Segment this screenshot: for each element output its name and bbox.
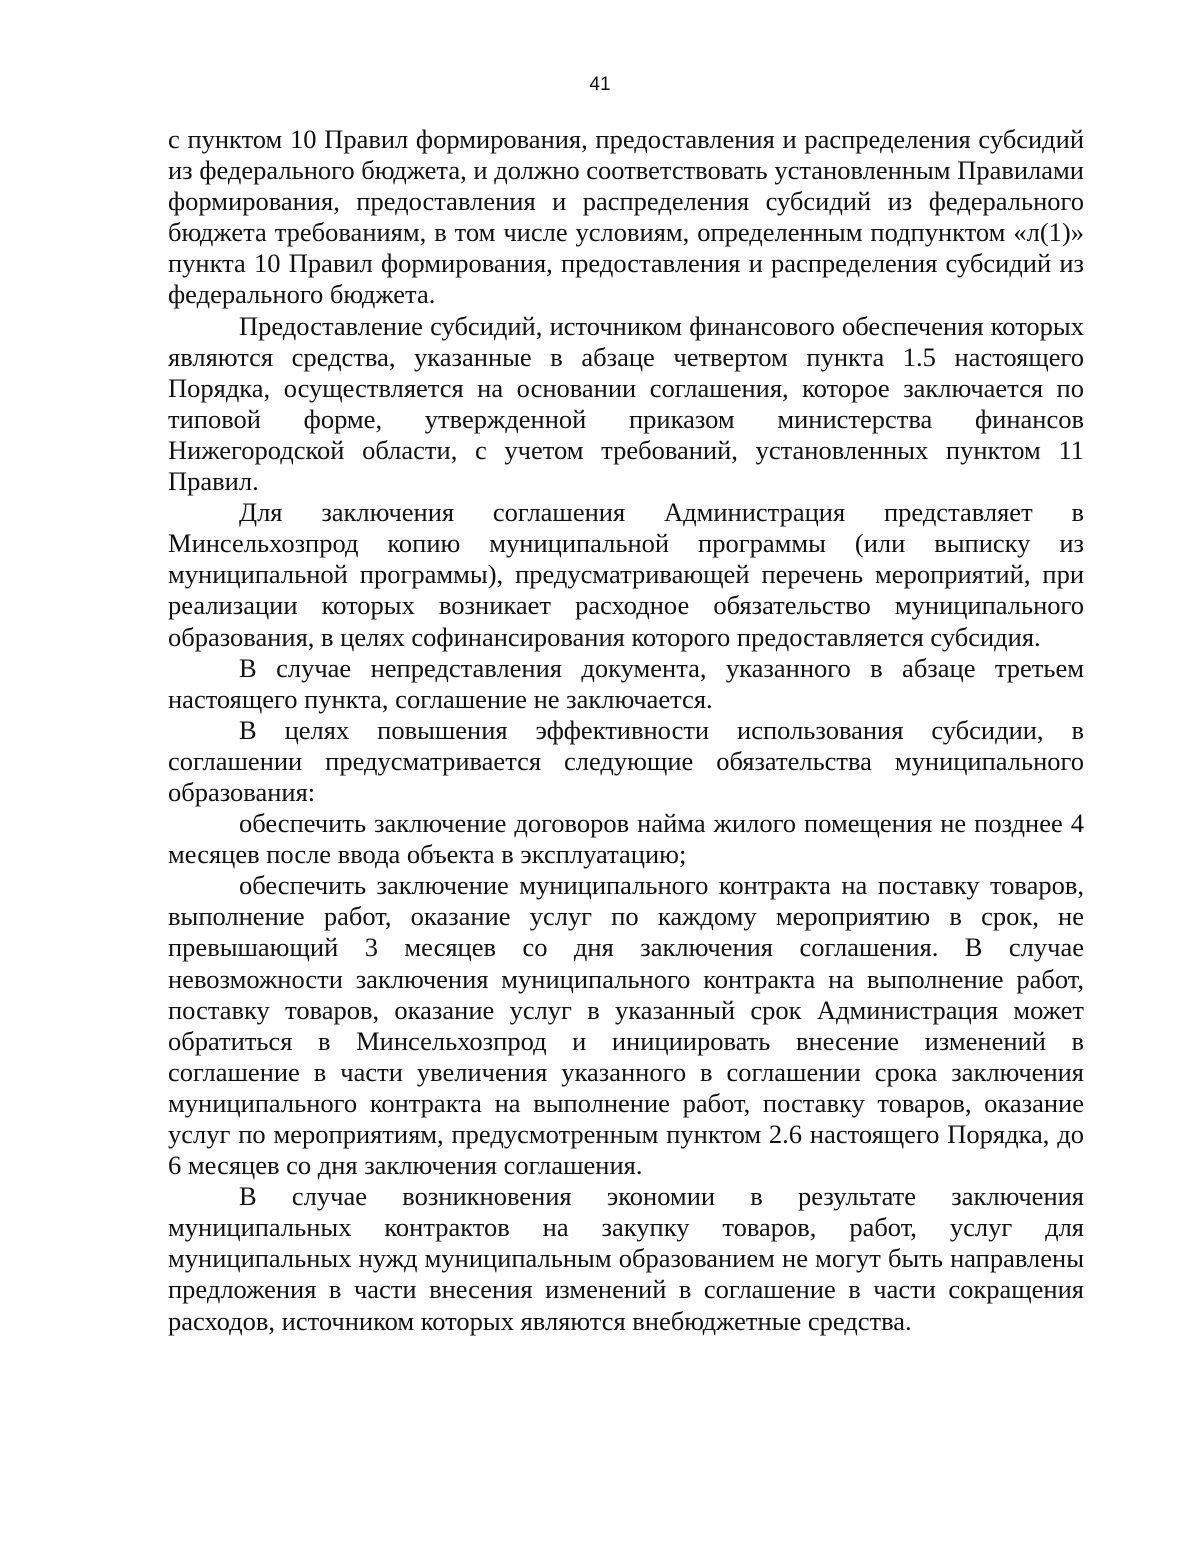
paragraph: Предоставление субсидий, источником финансового обеспечения которых являются средства, указанные в абзаце четвертом пункта 1.5 настоящего Порядка, осуществляется на основании соглашения, которое заключается по типовой форме, утвержденной приказом министерства финансов Нижегородской области, с учетом требований, установленных пунктом 11 Правил. — [168, 310, 1084, 497]
paragraph: В случае непредставления документа, указанного в абзаце третьем настоящего пункта, соглашение не заключается. — [168, 652, 1084, 714]
paragraph: В целях повышения эффективности использования субсидии, в соглашении предусматривается следующие обязательства муниципального образования: — [168, 714, 1084, 807]
paragraph: обеспечить заключение муниципального контракта на поставку товаров, выполнение работ, оказание услуг по каждому мероприятию в срок, не превышающий 3 месяцев со дня заключения соглашения. В случае невозможности заключения муниципального контракта на выполнение работ, поставку товаров, оказание услуг в указанный срок Администрация может обратиться в Минсельхозпрод и инициировать внесение изменений в соглашение в части увеличения указанного в соглашении срока заключения муниципального контракта на выполнение работ, поставку товаров, оказание услуг по мероприятиям, предусмотренным пунктом 2.6 настоящего Порядка, до 6 месяцев со дня заключения соглашения. — [168, 870, 1084, 1181]
paragraph: обеспечить заключение договоров найма жилого помещения не позднее 4 месяцев после ввода объекта в эксплуатацию; — [168, 808, 1084, 870]
paragraph: В случае возникновения экономии в результате заключения муниципальных контрактов на закупку товаров, работ, услуг для муниципальных нужд муниципальным образованием не могут быть направлены предложения в части внесения изменений в соглашение в части сокращения расходов, источником которых являются внебюджетные средства. — [168, 1181, 1084, 1336]
page-number: 41 — [589, 74, 611, 95]
paragraph-continuation: с пунктом 10 Правил формирования, предоставления и распределения субсидий из федерального бюджета, и должно соответствовать установленным Правилами формирования, предоставления и распределения субсидий из федерального бюджета требованиям, в том числе условиям, определенным подпунктом «л(1)» пункта 10 Правил формирования, предоставления и распределения субсидий из федерального бюджета. — [168, 124, 1084, 310]
document-body — [168, 124, 1084, 1337]
paragraph: Для заключения соглашения Администрация представляет в Минсельхозпрод копию муниципальной программы (или выписку из муниципальной программы), предусматривающей перечень мероприятий, при реализации которых возникает расходное обязательство муниципального образования, в целях софинансирования которого предоставляется субсидия. — [168, 497, 1084, 652]
